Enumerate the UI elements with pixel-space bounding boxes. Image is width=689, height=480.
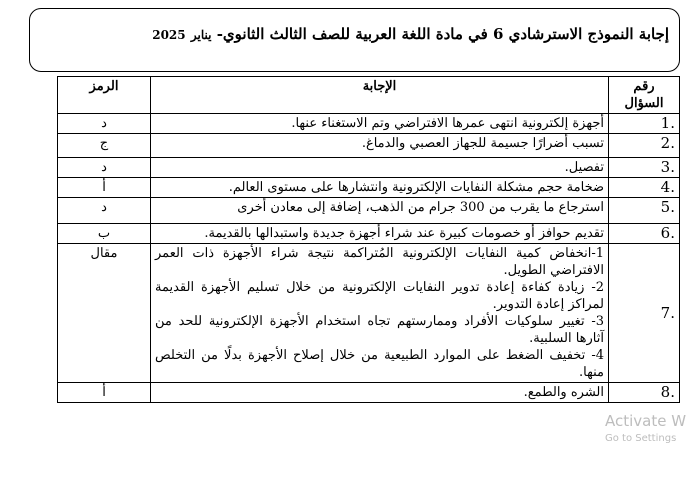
title-month: يناير (190, 28, 212, 42)
row-number: .6 (609, 224, 680, 244)
row-code: د (58, 198, 151, 224)
row-number: .3 (609, 158, 680, 178)
row-code: أ (58, 178, 151, 198)
row-answer-points (151, 244, 609, 383)
answer-point: 3- تغيير سلوكيات الأفراد وممارستهم تجاه استخدام الأجهزة الإلكترونية للحد من آثارها السلبية. (155, 314, 604, 346)
row-code: ب (58, 224, 151, 244)
table-row (58, 198, 680, 224)
title-text: إجابة النموذج الاسترشادي 6 في مادة اللغة العربية للصف الثالث الثانوي- (216, 25, 669, 43)
watermark-line1: Activate W (605, 412, 687, 430)
activation-watermark (605, 412, 686, 444)
row-code: أ (58, 383, 151, 403)
row-number: .4 (609, 178, 680, 198)
row-number: .1 (609, 114, 680, 134)
title-year: 2025 (152, 28, 186, 42)
row-number: .8 (609, 383, 680, 403)
row-answer: تفصيل. (151, 158, 609, 178)
row-answer: الشره والطمع. (151, 383, 609, 403)
header-number: رقم السؤال (609, 77, 680, 114)
table-row (58, 134, 680, 158)
row-answer: أجهزة إلكترونية انتهى عمرها الافتراضي وتم الاستغناء عنها. (151, 114, 609, 134)
row-answer: ضخامة حجم مشكلة النفايات الإلكترونية وانتشارها على مستوى العالم. (151, 178, 609, 198)
table-row (58, 158, 680, 178)
table-row (58, 178, 680, 198)
table-row (58, 383, 680, 403)
row-answer: تقديم حوافز أو خصومات كبيرة عند شراء أجهزة جديدة واستبدالها بالقديمة. (151, 224, 609, 244)
answer-point: 2- زيادة كفاءة إعادة تدوير النفايات الإلكترونية من خلال تسليم الأجهزة القديمة لمراكز إعادة التدوير. (155, 280, 604, 312)
title-box (29, 8, 680, 72)
row-number: .5 (609, 198, 680, 224)
row-answer: استرجاع ما يقرب من 300 جرام من الذهب، إضافة إلى معادن أخرى (151, 198, 609, 224)
row-code: مقال (58, 244, 151, 383)
row-number: .7 (609, 244, 680, 383)
answer-point: 4- تخفيف الضغط على الموارد الطبيعية من خلال إصلاح الأجهزة بدلًا من التخلص منها. (155, 348, 604, 380)
row-code: د (58, 158, 151, 178)
row-code: ج (58, 134, 151, 158)
row-code: د (58, 114, 151, 134)
answers-table (57, 76, 680, 403)
table-row (58, 224, 680, 244)
header-code: الرمز (58, 77, 151, 114)
answer-point: 1-انخفاض كمية النفايات الإلكترونية المُتراكمة نتيجة شراء الأجهزة ذات العمر الافتراضي الطويل. (155, 246, 604, 278)
watermark-line2: Go to Settings (605, 433, 677, 444)
row-number: .2 (609, 134, 680, 158)
table-row (58, 244, 680, 383)
document-title (152, 25, 669, 43)
row-answer: تسبب أضرارًا جسيمة للجهاز العصبي والدماغ. (151, 134, 609, 158)
table-row (58, 114, 680, 134)
header-answer: الإجابة (151, 77, 609, 114)
table-header-row (58, 77, 680, 114)
